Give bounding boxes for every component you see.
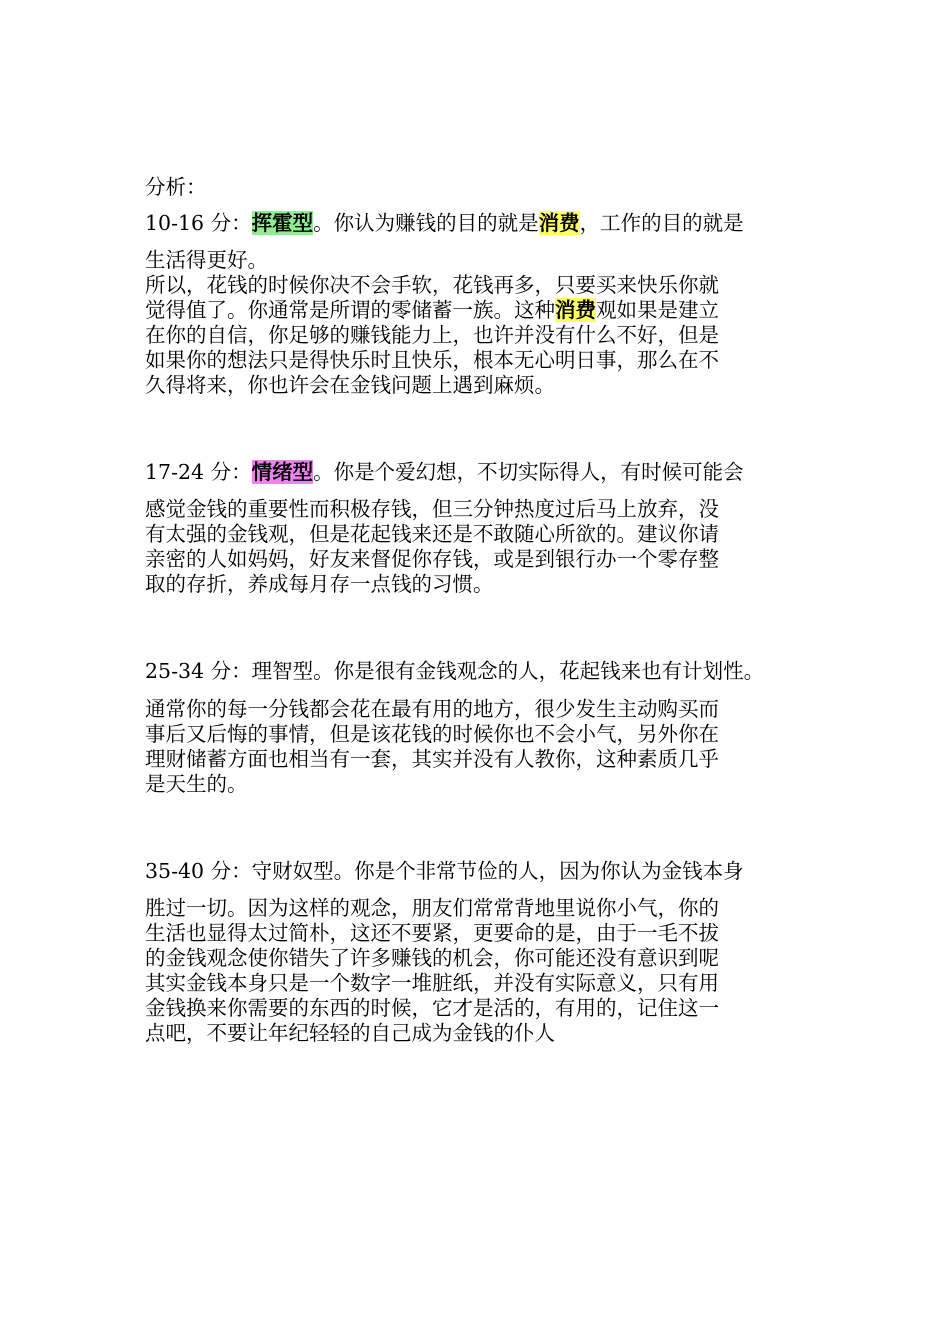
paragraph-line <box>145 298 719 322</box>
score-range: 17-24 分： <box>145 460 252 484</box>
section-1-title-line <box>145 211 744 235</box>
type-label: 理智型 <box>251 659 314 683</box>
section-3-title-line <box>145 659 764 683</box>
text-run: 观如果是建立 <box>596 298 719 322</box>
type-label-highlighted: 挥霍型 <box>251 211 314 235</box>
section-4-title-line <box>145 859 744 883</box>
paragraph-line: 理财储蓄方面也相当有一套，其实并没有人教你，这种素质几乎 <box>145 747 719 771</box>
paragraph-line: 胜过一切。因为这样的观念，朋友们常常背地里说你小气，你的 <box>145 896 719 920</box>
paragraph-line: 通常你的每一分钱都会花在最有用的地方，很少发生主动购买而 <box>145 697 719 721</box>
paragraph-line: 事后又后悔的事情，但是该花钱的时候你也不会小气，另外你在 <box>145 722 719 746</box>
analysis-heading: 分析： <box>145 175 207 199</box>
type-label: 守财奴型 <box>251 859 334 883</box>
paragraph-line: 金钱换来你需要的东西的时候，它才是活的，有用的，记住这一 <box>145 996 719 1020</box>
paragraph-line: 其实金钱本身只是一个数字一堆脏纸，并没有实际意义，只有用 <box>145 971 719 995</box>
paragraph-line: 取的存折，养成每月存一点钱的习惯。 <box>145 572 494 596</box>
section-2-title-line <box>145 460 744 484</box>
text-run: 。你认为赚钱的目的就是 <box>313 211 539 235</box>
paragraph-line: 亲密的人如妈妈，好友来督促你存钱，或是到银行办一个零存整 <box>145 547 719 571</box>
score-range: 35-40 分： <box>145 859 252 883</box>
paragraph-line: 生活也显得太过简朴，这还不要紧，更要命的是，由于一毛不拔 <box>145 921 719 945</box>
paragraph-line: 是天生的。 <box>145 772 248 796</box>
paragraph-line: 点吧，不要让年纪轻轻的自己成为金钱的仆人 <box>145 1021 555 1045</box>
text-run: ，工作的目的就是 <box>579 211 744 235</box>
keyword-highlighted: 消费 <box>555 298 596 322</box>
paragraph-line: 在你的自信，你足够的赚钱能力上，也许并没有什么不好，但是 <box>145 323 719 347</box>
type-label-highlighted: 情绪型 <box>251 460 314 484</box>
paragraph-line: 感觉金钱的重要性而积极存钱，但三分钟热度过后马上放弃，没 <box>145 497 719 521</box>
text-run: 。你是个爱幻想，不切实际得人，有时候可能会 <box>313 460 744 484</box>
paragraph-line: 久得将来，你也许会在金钱问题上遇到麻烦。 <box>145 373 555 397</box>
paragraph-line: 如果你的想法只是得快乐时且快乐，根本无心明日事，那么在不 <box>145 348 719 372</box>
paragraph-line: 生活得更好。 <box>145 248 268 272</box>
score-range: 25-34 分： <box>145 659 252 683</box>
paragraph-line: 的金钱观念使你错失了许多赚钱的机会，你可能还没有意识到呢 <box>145 946 719 970</box>
keyword-highlighted: 消费 <box>538 211 580 235</box>
paragraph-line: 所以，花钱的时候你决不会手软，花钱再多，只要买来快乐你就 <box>145 273 719 297</box>
score-range: 10-16 分： <box>145 211 252 235</box>
paragraph-line: 有太强的金钱观，但是花起钱来还是不敢随心所欲的。建议你请 <box>145 522 719 546</box>
text-run: 。你是个非常节俭的人，因为你认为金钱本身 <box>333 859 744 883</box>
text-run: 。你是很有金钱观念的人，花起钱来也有计划性。 <box>313 659 765 683</box>
text-run: 觉得值了。你通常是所谓的零储蓄一族。这种 <box>145 298 555 322</box>
